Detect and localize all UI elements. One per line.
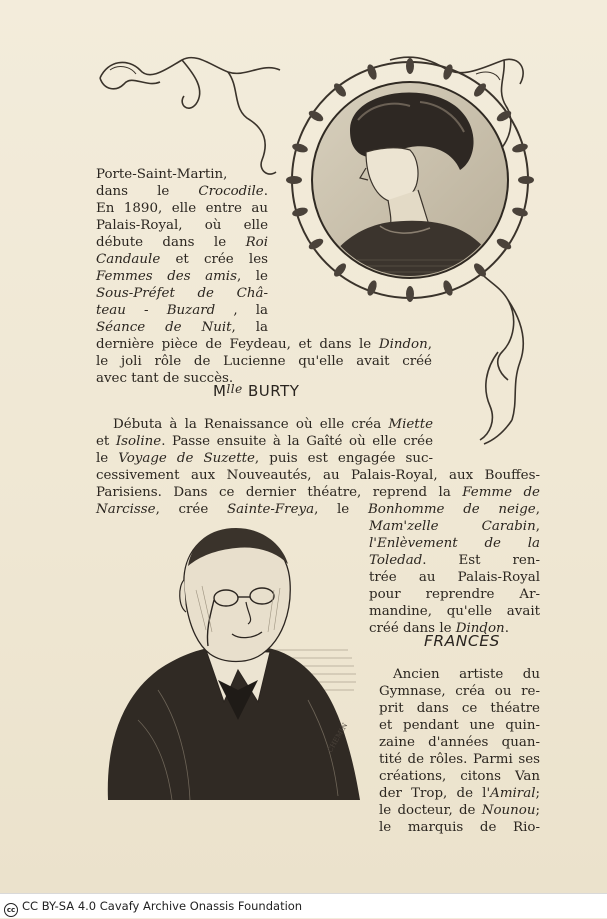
- frances-line: prit dans ce théatre: [379, 701, 540, 716]
- burty-line: mandine, qu'elle avait: [369, 604, 540, 619]
- heading-frances: FRANCÈS: [424, 632, 500, 650]
- burty-line: Toledad. Est ren-: [369, 553, 540, 568]
- intro-line: Sous-Préfet de Châ-: [96, 286, 268, 301]
- intro-line: Séance de Nuit, la: [96, 320, 268, 335]
- intro-line: avec tant de succès.: [96, 371, 234, 386]
- intro-line: En 1890, elle entre au: [96, 201, 268, 216]
- frances-line: Gymnase, créa ou re-: [379, 684, 540, 699]
- intro-line: débute dans le Roi: [96, 235, 268, 250]
- burty-line: le Voyage de Suzette, puis est engagée suc-: [96, 451, 434, 466]
- frances-line: et pendant une quin-: [379, 718, 540, 733]
- engraver-signature: CHEMIN: [326, 721, 350, 754]
- frances-line: Ancien artiste du: [393, 667, 540, 682]
- heading-prefix-sup: lle: [226, 382, 243, 396]
- heading-name: BURTY: [248, 382, 300, 400]
- burty-line: Parisiens. Dans ce dernier théatre, reprend la Femme de: [96, 485, 540, 500]
- burty-line: Mam'zelle Carabin,: [369, 519, 540, 534]
- burty-line: créé dans le Dindon.: [369, 621, 509, 636]
- license-text: CC BY-SA 4.0 Cavafy Archive Onassis Foundation: [22, 899, 303, 913]
- burty-line: Narcisse, crée Sainte-Freya, le Bonhomme de neige,: [96, 502, 540, 517]
- burty-line: Débuta à la Renaissance où elle créa Miette: [113, 417, 433, 432]
- cc-icon: cc: [4, 903, 18, 917]
- intro-line: Candaule et crée les: [96, 252, 268, 267]
- intro-line: le joli rôle de Lucienne qu'elle avait créé: [96, 354, 432, 369]
- frances-portrait-engraving: [98, 520, 368, 810]
- frances-line: créations, citons Van: [379, 769, 540, 784]
- intro-line: Femmes des amis, le: [96, 269, 268, 284]
- frances-line: le marquis de Rio-: [379, 820, 540, 835]
- burty-line: trée au Palais-Royal: [369, 570, 540, 585]
- intro-line: dernière pièce de Feydeau, et dans le Dindon,: [96, 337, 432, 352]
- intro-line: Porte-Saint-Martin,: [96, 167, 228, 182]
- frances-line: zaine d'années quan-: [379, 735, 540, 750]
- frances-line: der Trop, de l'Amiral;: [379, 786, 540, 801]
- heading-prefix: M: [213, 382, 227, 400]
- heading-mlle-burty: [213, 382, 299, 400]
- burty-line: cessivement aux Nouveautés, au Palais-Royal, aux Bouffes-: [96, 468, 540, 483]
- frances-line: le docteur, de Nounou;: [379, 803, 540, 818]
- burty-line: et Isoline. Passe ensuite à la Gaîté où elle crée: [96, 434, 434, 449]
- license-footer: [0, 893, 607, 918]
- intro-line: Palais-Royal, où elle: [96, 218, 268, 233]
- burty-line: l'Enlèvement de la: [369, 536, 540, 551]
- laurel-wreath-frame: [280, 50, 540, 310]
- frances-line: tité de rôles. Parmi ses: [379, 752, 540, 767]
- intro-line: dans le Crocodile.: [96, 184, 268, 199]
- burty-line: pour reprendre Ar-: [369, 587, 540, 602]
- intro-line: teau - Buzard , la: [96, 303, 268, 318]
